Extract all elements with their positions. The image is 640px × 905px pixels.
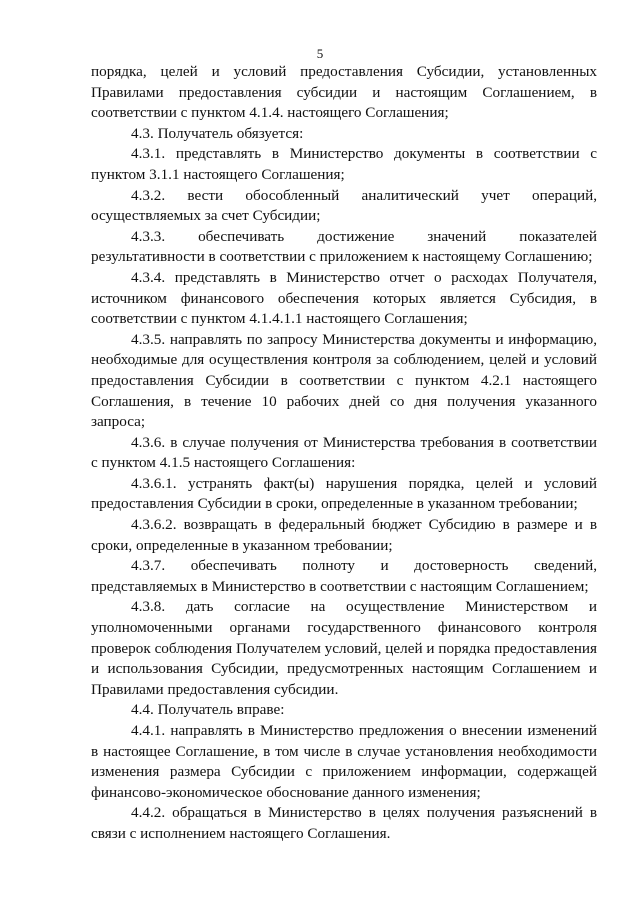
paragraph-4-3-6-2: 4.3.6.2. возвращать в федеральный бюджет Субсидию в размере и в сроки, определенные в указанном требовании;	[91, 516, 597, 554]
paragraph-4-3-4: 4.3.4. представлять в Министерство отчет о расходах Получателя, источником финансового обеспечения которых является Субсидия, в соответствии с пунктом 4.1.4.1.1 настоящего Соглашения;	[91, 268, 597, 328]
paragraph-4-3-7: 4.3.7. обеспечивать полноту и достоверность сведений, представляемых в Министерство в соответствии с настоящим Соглашением;	[91, 557, 597, 595]
paragraph-4-3-5: 4.3.5. направлять по запросу Министерства документы и информацию, необходимые для осуществления контроля за соблюдением, целей и условий предоставления Субсидии в соответствии с пунктом 4.2.1 настоящего Соглашения, в течение 10 рабочих дней со дня получения указанного запроса;	[91, 330, 597, 431]
paragraph-4-4-2: 4.4.2. обращаться в Министерство в целях получения разъяснений в связи с исполнением настоящего Соглашения.	[91, 804, 597, 842]
paragraph-4-3-6-1: 4.3.6.1. устранять факт(ы) нарушения порядка, целей и условий предоставления Субсидии в сроки, определенные в указанном требовании;	[91, 474, 597, 513]
paragraph-4-3-2: 4.3.2. вести обособленный аналитический учет операций, осуществляемых за счет Субсидии;	[91, 186, 597, 225]
document-body	[91, 62, 597, 845]
paragraph-4-4-1: 4.4.1. направлять в Министерство предложения о внесении изменений в настоящее Соглашение, в том числе в случае установления необходимости изменения размера Субсидии с приложением информации, содержащей финансово-экономическое обоснование данного изменения;	[91, 722, 597, 801]
paragraph-continuation: порядка, целей и условий предоставления Субсидии, установленных Правилами предоставления субсидии и настоящим Соглашением, в соответствии с пунктом 4.1.4. настоящего Соглашения;	[91, 63, 597, 122]
paragraph-4-3-3: 4.3.3. обеспечивать достижение значений показателей результативности в соответствии с приложением к настоящему Соглашению;	[91, 227, 597, 266]
paragraph-4-3-6: 4.3.6. в случае получения от Министерства требования в соответствии с пунктом 4.1.5 настоящего Соглашения:	[91, 433, 597, 472]
paragraph-4-4-heading: 4.4. Получатель вправе:	[131, 701, 285, 719]
paragraph-4-3-8: 4.3.8. дать согласие на осуществление Министерством и уполномоченными органами государственного финансового контроля проверок соблюдения Получателем условий, целей и порядка предоставления и использования Субсидии, предусмотренных настоящим Соглашением и Правилами предоставления субсидии.	[91, 598, 597, 698]
paragraph-4-3-1: 4.3.1. представлять в Министерство документы в соответствии с пунктом 3.1.1 настоящего Соглашения;	[91, 145, 597, 183]
page-number: 5	[316, 46, 324, 61]
paragraph-4-3-heading: 4.3. Получатель обязуется:	[131, 124, 304, 142]
